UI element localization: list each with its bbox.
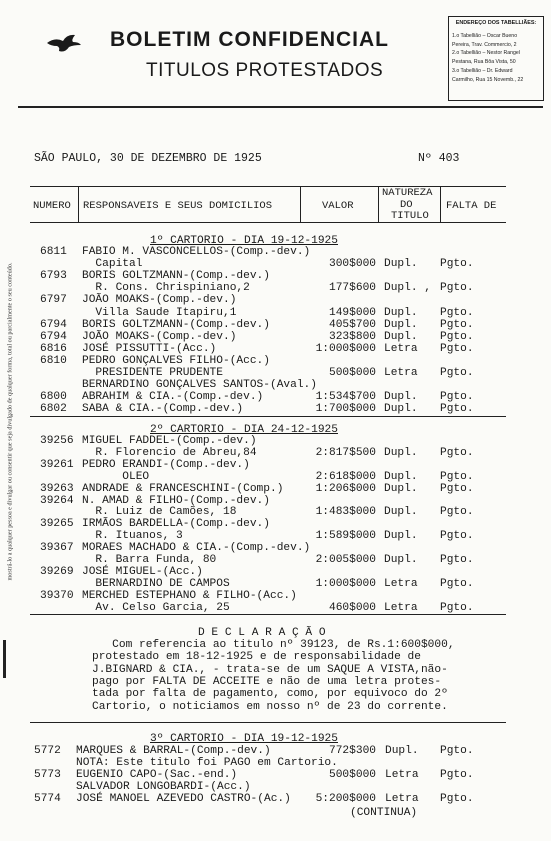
address-heading: ENDEREÇO DOS TABELLIÃES: [455,20,537,26]
entry-value: 772$300 [329,745,376,757]
address-line: 2.o Tabellião – Nestor Rangel [452,50,520,57]
entry-falta: Pgto. [440,318,474,331]
address-line: 1.o Tabellião – Oscar Bueno [452,32,518,39]
entry-falta: Pgto. [440,769,474,782]
entry-nature: Letra [385,793,419,806]
entry-value: 1:534$700 [315,391,376,404]
entry-falta: Pgto. [440,482,474,495]
entry-number: 6800 [40,391,67,404]
entry-number: 39263 [40,482,74,495]
entry-nature: Letra [384,601,418,614]
entry-responsible: EUGENIO CAPO-(Sac.-end.) [76,769,238,782]
entry-responsible: OLEO [82,470,150,483]
section-divider [30,722,506,723]
entry-number: 6794 [40,330,67,343]
entry-value: 177$600 [329,282,376,295]
entry-nature: Dupl. [384,391,418,404]
entry-nature: Dupl. [384,482,418,495]
address-line: Pereira, Trav. Commercio, 2 [452,41,517,48]
entry-responsible: JOÃO MOAKS-(Comp.-dev.) [82,294,237,307]
declaracao-line: tada por falta de pagamento, como, por equivoco do 2º [92,688,448,701]
entry-responsible: MERCHED ESTEPHANO & FILHO-(Acc.) [82,589,297,602]
entry-nature: Dupl. [384,258,418,271]
entry-responsible: JOSÉ MIGUEL-(Acc.) [82,565,203,578]
declaracao-line: pago por FALTA DE ACCEITE e não de uma letra protes- [92,675,442,688]
entry-number: 39264 [40,494,74,507]
header-divider [18,106,543,108]
entry-value: 405$700 [329,318,376,331]
entry-number: 6802 [40,403,67,416]
entry-value: 1:000$000 [315,577,376,590]
entry-nature: Letra [385,769,419,782]
bulletin-title: BOLETIM CONFIDENCIAL [110,28,389,51]
entry-responsible: ANDRADE & FRANCESCHINI-(Comp.) [82,482,284,495]
entry-responsible: Av. Celso Garcia, 25 [82,601,230,614]
entry-value: 2:817$500 [315,446,376,459]
entry-falta: Pgto. [440,745,474,757]
entry-falta: Pgto. [440,446,474,459]
entry-falta: Pgto. [440,470,474,483]
entry-nature: Dupl. [384,318,418,331]
entry-responsible: JOÃO MOAKS-(Comp.-dev.) [82,330,237,343]
entry-responsible: JOSÉ MANOEL AZEVEDO CASTRO-(Ac.) [76,793,291,806]
entry-responsible: MIGUEL FADDEL-(Comp.-dev.) [82,435,257,447]
entry-falta: Pgto. [440,577,474,590]
entry-falta: Pgto. [440,306,474,319]
entry-number: 39265 [40,518,74,531]
entry-nature: Dupl. [384,470,418,483]
table-header-bottom-rule [30,222,506,223]
entry-responsible: IRMÃOS BARDELLA-(Comp.-dev.) [82,518,270,531]
entry-number: 39370 [40,589,74,602]
continua-label: (CONTINUA) [350,807,418,819]
entry-falta: Pgto. [440,282,474,295]
bird-logo-icon [45,32,83,54]
entry-number: 6810 [40,354,67,367]
entry-falta: Pgto. [440,342,474,355]
column-divider [300,186,301,222]
entry-falta: Pgto. [440,258,474,271]
entry-falta: Pgto. [440,601,474,614]
entry-number: 39269 [40,565,74,578]
entry-value: 300$000 [329,258,376,271]
entry-falta: Pgto. [440,554,474,566]
section-divider [30,416,506,417]
entry-responsible: PEDRO ERANDI-(Comp.-dev.) [82,458,250,471]
column-divider [440,186,441,222]
entry-responsible: Villa Saude Itapiru,1 [82,306,237,319]
entry-nature: Dupl. [384,306,418,319]
entry-number: 6797 [40,294,67,307]
entry-falta: Pgto. [440,367,474,379]
section-title: 1º CARTORIO - DIA 19-12-1925 [150,235,338,247]
entry-responsible: SABA & CIA.-(Comp.-dev.) [82,403,244,416]
address-line: 3.o Tabellião – Dr. Edward [452,67,513,74]
entry-responsible: NOTA: Este titulo foi PAGO em Cartorio. [76,757,338,770]
entry-nature: Dupl. [384,403,418,416]
entry-nature: Dupl. [385,745,419,757]
bulletin-subtitle: TITULOS PROTESTADOS [146,60,384,81]
entry-responsible: R. Cons. Chrispiniano,2 [82,282,250,295]
header-falta: FALTA DE [446,200,497,212]
entry-value: 5:200$000 [315,793,376,806]
entry-value: 500$000 [329,769,376,782]
entry-responsible: ABRAHIM & CIA.-(Comp.-dev.) [82,391,264,404]
entry-value: 460$000 [329,601,376,614]
section-title: 2º CARTORIO - DIA 24-12-1925 [150,424,338,436]
entry-falta: Pgto. [440,403,474,416]
entry-nature: Dupl. [384,554,418,566]
declaracao-line: Com referencia ao titulo nº 39123, de Rs.1:600$000, [92,639,455,651]
entry-falta: Pgto. [440,793,474,806]
entry-falta: Pgto. [440,330,474,343]
declaracao-line: protestado em 18-12-1925 e de responsabilidade de [92,651,421,664]
side-margin-mark [3,640,6,678]
entry-responsible: SALVADOR LONGOBARDI-(Acc.) [76,781,251,794]
bulletin-date: SÃO PAULO, 30 DE DEZEMBRO DE 1925 [34,152,262,165]
side-legal-note: mostrá-lo a qualquer pessoa e divulgar ou consentir que seja divulgado de qualquer forma, total ou parcialmente o seu conteúdo. [6,262,14,581]
table-header-top-rule [30,186,506,187]
header-titulo: TITULO [391,210,429,222]
entry-responsible: BORIS GOLTZMANN-(Comp.-dev.) [82,318,270,331]
entry-number: 6816 [40,342,67,355]
entry-responsible: PEDRO GONÇALVES FILHO-(Acc.) [82,354,270,367]
entry-nature: Letra [384,367,418,379]
entry-nature: Letra [384,342,418,355]
entry-responsible: R. Ituanos, 3 [82,530,183,543]
section-divider [30,614,506,615]
declaracao-line: Cartorio, o noticiamos em nosso nº de 23 do corrente. [92,700,448,713]
entry-responsible: Capital [82,258,143,271]
entry-number: 39261 [40,458,74,471]
entry-value: 1:206$000 [315,482,376,495]
entry-value: 2:005$000 [315,554,376,566]
header-do: DO [400,199,413,211]
entry-value: 2:618$000 [315,470,376,483]
entry-responsible: MARQUES & BARRAL-(Comp.-dev.) [76,745,271,757]
entry-responsible: BERNARDINO GONÇALVES SANTOS-(Aval.) [82,379,317,392]
header-numero: NUMERO [33,200,71,212]
entry-responsible: R. Barra Funda, 80 [82,554,217,566]
entry-responsible: BERNARDINO DE CAMPOS [82,577,230,590]
entry-responsible: FABIO M. VASCONCELLOS-(Comp.-dev.) [82,246,311,258]
declaracao-line: J.BIGNARD & CIA., - trata-se de um SAQUE A VISTA,não- [92,663,448,676]
entry-value: 500$000 [329,367,376,379]
entry-responsible: MORAES MACHADO & CIA.-(Comp.-dev.) [82,542,311,555]
header-valor: VALOR [322,200,354,212]
entry-falta: Pgto. [440,530,474,543]
entry-nature: Dupl. [384,446,418,459]
section-title: 3º CARTORIO - DIA 19-12-1925 [150,733,338,745]
entry-responsible: BORIS GOLTZMANN-(Comp.-dev.) [82,270,270,283]
entry-value: 323$800 [329,330,376,343]
column-divider [78,186,79,222]
entry-falta: Pgto. [440,506,474,519]
entry-responsible: JOSÉ PISSUTTI-(Acc.) [82,342,217,355]
column-divider [378,186,379,222]
entry-nature: Dupl. [384,330,418,343]
entry-number: 5773 [34,769,61,782]
entry-value: 1:589$000 [315,530,376,543]
address-line: Carmilho, Rua 15 Novemb., 22 [452,76,524,83]
header-responsaveis: RESPONSAVEIS E SEUS DOMICILIOS [83,200,273,212]
entry-value: 1:000$000 [315,342,376,355]
entry-number: 39256 [40,435,74,447]
entry-nature: Dupl. [384,506,418,519]
entry-responsible: N. AMAD & FILHO-(Comp.-dev.) [82,494,270,507]
entry-number: 5774 [34,793,61,806]
header-natureza: NATUREZA [382,187,433,199]
entry-value: 1:700$000 [315,403,376,416]
entry-number: 6793 [40,270,67,283]
entry-responsible: R. Florencio de Abreu,84 [82,446,257,459]
bulletin-number: Nº 403 [418,152,460,165]
entry-responsible: R. Luiz de Camões, 18 [82,506,237,519]
entry-nature: Dupl. , [384,282,431,295]
notary-address-box [448,16,544,101]
entry-number: 6811 [40,246,67,258]
entry-number: 39367 [40,542,74,555]
entry-nature: Dupl. [384,530,418,543]
entry-falta: Pgto. [440,391,474,404]
declaracao-title: D E C L A R A Ç Ã O [198,627,326,639]
entry-responsible: PRESIDENTE PRUDENTE [82,367,223,379]
entry-value: 149$000 [329,306,376,319]
entry-value: 1:483$000 [315,506,376,519]
entry-number: 6794 [40,318,67,331]
address-line: Pestana, Rua Bôa Vista, 50 [452,59,516,66]
entry-number: 5772 [34,745,61,757]
entry-nature: Letra [384,577,418,590]
